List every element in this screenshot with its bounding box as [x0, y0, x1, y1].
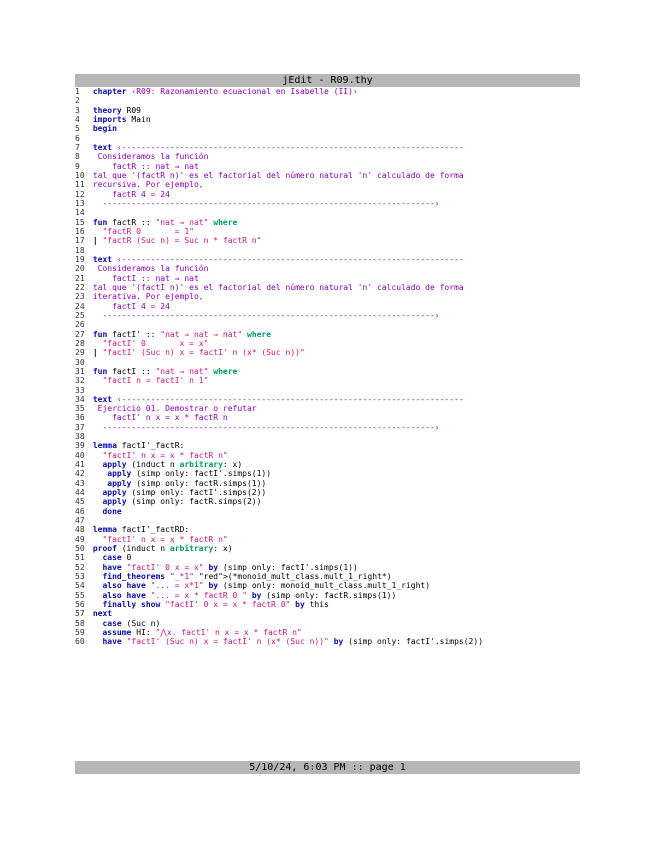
line-text: factI' n x = x * factR n	[92, 413, 228, 423]
line-number: 57	[75, 609, 85, 619]
line-text: apply (simp only: factR.simps(1))	[107, 478, 267, 488]
code-line	[75, 386, 580, 395]
line-text: also have "... = x * factR 0 " by (simp only: factR.simps(1))	[102, 590, 397, 600]
code-line	[75, 591, 580, 600]
line-number: 52	[75, 562, 85, 572]
code-line	[75, 535, 580, 544]
line-text: lemma factI'_factR:	[92, 441, 185, 451]
line-number: 50	[75, 544, 85, 554]
code-line	[75, 479, 580, 488]
line-text: theory R09	[92, 105, 141, 115]
line-number: 46	[75, 506, 85, 516]
line-text: "factI n = factI' n 1"	[102, 376, 209, 386]
code-line	[75, 451, 580, 460]
line-text: Ejercicio 01. Demostrar o refutar	[92, 404, 257, 414]
line-text: apply (induct n arbitrary: x)	[102, 460, 243, 470]
line-text: finally show "factI' 0 x = x * factR 0" by this	[102, 600, 329, 610]
line-text: text ‹-----------------------------------------------------------------------	[92, 254, 464, 264]
code-line	[75, 274, 580, 283]
line-text: apply (simp only: factR.simps(2))	[102, 497, 262, 507]
code-line	[75, 544, 580, 553]
line-number: 10	[75, 170, 85, 180]
line-text: factR 4 = 24	[92, 189, 170, 199]
line-number: 21	[75, 273, 85, 283]
code-line	[75, 162, 580, 171]
code-line	[75, 320, 580, 329]
line-number: 29	[75, 348, 85, 358]
line-number: 41	[75, 460, 85, 470]
line-text: begin	[92, 124, 117, 134]
line-text: imports Main	[92, 114, 151, 124]
line-text: factR :: nat ⇒ nat	[92, 161, 199, 171]
line-number: 27	[75, 329, 85, 339]
code-line	[75, 311, 580, 320]
code-line	[75, 124, 580, 133]
code-listing	[75, 87, 580, 647]
line-text: Consideramos la función	[92, 264, 209, 274]
line-number: 47	[75, 516, 85, 526]
line-number: 40	[75, 450, 85, 460]
code-line	[75, 572, 580, 581]
line-text: ---------------------------------------------------------------------›	[92, 198, 440, 208]
line-text: have "factI' (Suc n) x = factI' n (x* (Suc n))" by (simp only: factI'.simps(2))	[102, 637, 484, 647]
line-text: "factI' 0 x = x"	[102, 338, 209, 348]
line-text: have "factI' 0 x = x" by (simp only: factI'.simps(1))	[102, 562, 358, 572]
line-text: case (Suc n)	[102, 618, 161, 628]
code-line	[75, 628, 580, 637]
line-text: lemma factI'_factRD:	[92, 525, 190, 535]
line-number: 54	[75, 581, 85, 591]
line-text: case 0	[102, 553, 132, 563]
line-text: "factR 0 = 1"	[102, 226, 194, 236]
line-number: 14	[75, 208, 85, 218]
code-line	[75, 143, 580, 152]
code-line	[75, 376, 580, 385]
line-text: ---------------------------------------------------------------------›	[92, 422, 440, 432]
line-number: 45	[75, 497, 85, 507]
line-number: 48	[75, 525, 85, 535]
line-number: 36	[75, 413, 85, 423]
code-line	[75, 246, 580, 255]
line-text: iterativa. Por ejemplo,	[92, 292, 204, 302]
line-number: 49	[75, 534, 85, 544]
line-text: Consideramos la función	[92, 152, 209, 162]
code-line	[75, 619, 580, 628]
line-number: 16	[75, 226, 85, 236]
line-number: 9	[75, 161, 80, 171]
code-line	[75, 563, 580, 572]
code-line	[75, 208, 580, 217]
code-line	[75, 460, 580, 469]
code-line	[75, 553, 580, 562]
line-number: 4	[75, 114, 80, 124]
line-number: 55	[75, 590, 85, 600]
code-line	[75, 218, 580, 227]
line-number: 60	[75, 637, 85, 647]
code-line	[75, 190, 580, 199]
line-number: 30	[75, 357, 85, 367]
line-number: 3	[75, 105, 80, 115]
line-number: 23	[75, 292, 85, 302]
line-text: chapter ‹R09: Razonamiento ecuacional en Isabelle (II)›	[92, 87, 358, 96]
code-line	[75, 115, 580, 124]
line-text: "factI' n x = x * factR n"	[102, 534, 228, 544]
line-number: 5	[75, 124, 80, 134]
code-line	[75, 199, 580, 208]
line-number: 44	[75, 488, 85, 498]
line-text: apply (simp only: factI'.simps(1))	[107, 469, 272, 479]
line-number: 19	[75, 254, 85, 264]
code-line	[75, 264, 580, 273]
code-line	[75, 367, 580, 376]
code-line	[75, 348, 580, 357]
footer-text: 5/10/24, 6:03 PM :: page 1	[249, 762, 406, 773]
line-number: 42	[75, 469, 85, 479]
line-number: 2	[75, 96, 80, 106]
line-number: 7	[75, 142, 80, 152]
line-text: assume HI: "⋀x. factI' n x = x * factR n"	[102, 628, 302, 638]
code-line	[75, 423, 580, 432]
line-text: also have "... = x*1" by (simp only: monoid_mult_class.mult_1_right)	[102, 581, 431, 591]
line-number: 13	[75, 198, 85, 208]
line-text: tal que '(factI n)' es el factorial del número natural 'n' calculado de forma	[92, 282, 464, 292]
code-line	[75, 581, 580, 590]
code-line	[75, 330, 580, 339]
code-line	[75, 283, 580, 292]
code-line	[75, 469, 580, 478]
line-number: 33	[75, 385, 85, 395]
line-text: next	[92, 609, 113, 619]
line-number: 31	[75, 366, 85, 376]
code-line	[75, 516, 580, 525]
line-text: proof (induct n arbitrary: x)	[92, 544, 233, 554]
code-line	[75, 413, 580, 422]
line-number: 26	[75, 320, 85, 330]
code-line	[75, 339, 580, 348]
code-line	[75, 255, 580, 264]
line-number: 17	[75, 236, 85, 246]
line-text: done	[102, 506, 122, 516]
line-number: 24	[75, 301, 85, 311]
code-line	[75, 171, 580, 180]
code-line	[75, 600, 580, 609]
line-text: recursiva. Por ejemplo,	[92, 180, 204, 190]
line-number: 12	[75, 189, 85, 199]
code-line	[75, 525, 580, 534]
line-text: text ‹-----------------------------------------------------------------------	[92, 142, 464, 152]
code-line	[75, 106, 580, 115]
line-number: 38	[75, 432, 85, 442]
line-number: 51	[75, 553, 85, 563]
line-number: 6	[75, 133, 80, 143]
line-number: 59	[75, 628, 85, 638]
code-line	[75, 152, 580, 161]
code-line	[75, 497, 580, 506]
page-footer	[75, 761, 580, 774]
line-text: find_theorems "_*1" "red">(*monoid_mult_class.mult_1_right*)	[102, 572, 392, 582]
line-number: 39	[75, 441, 85, 451]
line-number: 56	[75, 600, 85, 610]
code-line	[75, 96, 580, 105]
line-text: factI 4 = 24	[92, 301, 170, 311]
line-number: 28	[75, 338, 85, 348]
code-line	[75, 134, 580, 143]
line-text: | "factI' (Suc n) x = factI' n (x* (Suc n))"	[92, 348, 305, 358]
line-number: 1	[75, 87, 80, 96]
code-line	[75, 180, 580, 189]
code-line	[75, 302, 580, 311]
line-text: apply (simp only: factI'.simps(2))	[102, 488, 267, 498]
code-line	[75, 395, 580, 404]
line-number: 35	[75, 404, 85, 414]
line-text: tal que '(factR n)' es el factorial del número natural 'n' calculado de forma	[92, 170, 464, 180]
code-line	[75, 637, 580, 646]
code-line	[75, 432, 580, 441]
window-title: jEdit - R09.thy	[282, 75, 373, 86]
line-number: 37	[75, 422, 85, 432]
line-number: 20	[75, 264, 85, 274]
code-line	[75, 292, 580, 301]
code-line	[75, 236, 580, 245]
code-line	[75, 404, 580, 413]
line-number: 15	[75, 217, 85, 227]
code-line	[75, 609, 580, 618]
line-text: "factI' n x = x * factR n"	[102, 450, 228, 460]
line-number: 58	[75, 618, 85, 628]
code-line	[75, 87, 580, 96]
line-number: 32	[75, 376, 85, 386]
code-line	[75, 507, 580, 516]
line-number: 22	[75, 282, 85, 292]
line-number: 8	[75, 152, 80, 162]
line-text: factI :: nat ⇒ nat	[92, 273, 199, 283]
line-text: fun factI :: "nat ⇒ nat" where	[92, 366, 238, 376]
code-line	[75, 488, 580, 497]
code-line	[75, 441, 580, 450]
line-text: | "factR (Suc n) = Suc n * factR n"	[92, 236, 262, 246]
line-number: 18	[75, 245, 85, 255]
line-text: fun factI' :: "nat ⇒ nat ⇒ nat" where	[92, 329, 272, 339]
code-line	[75, 358, 580, 367]
line-number: 25	[75, 310, 85, 320]
line-number: 11	[75, 180, 85, 190]
code-line	[75, 227, 580, 236]
line-number: 53	[75, 572, 85, 582]
line-text: fun factR :: "nat ⇒ nat" where	[92, 217, 238, 227]
line-text: text ‹-----------------------------------------------------------------------	[92, 394, 464, 404]
line-number: 34	[75, 394, 85, 404]
window-title-bar	[75, 74, 580, 87]
line-number: 43	[75, 478, 85, 488]
line-text: ---------------------------------------------------------------------›	[92, 310, 440, 320]
